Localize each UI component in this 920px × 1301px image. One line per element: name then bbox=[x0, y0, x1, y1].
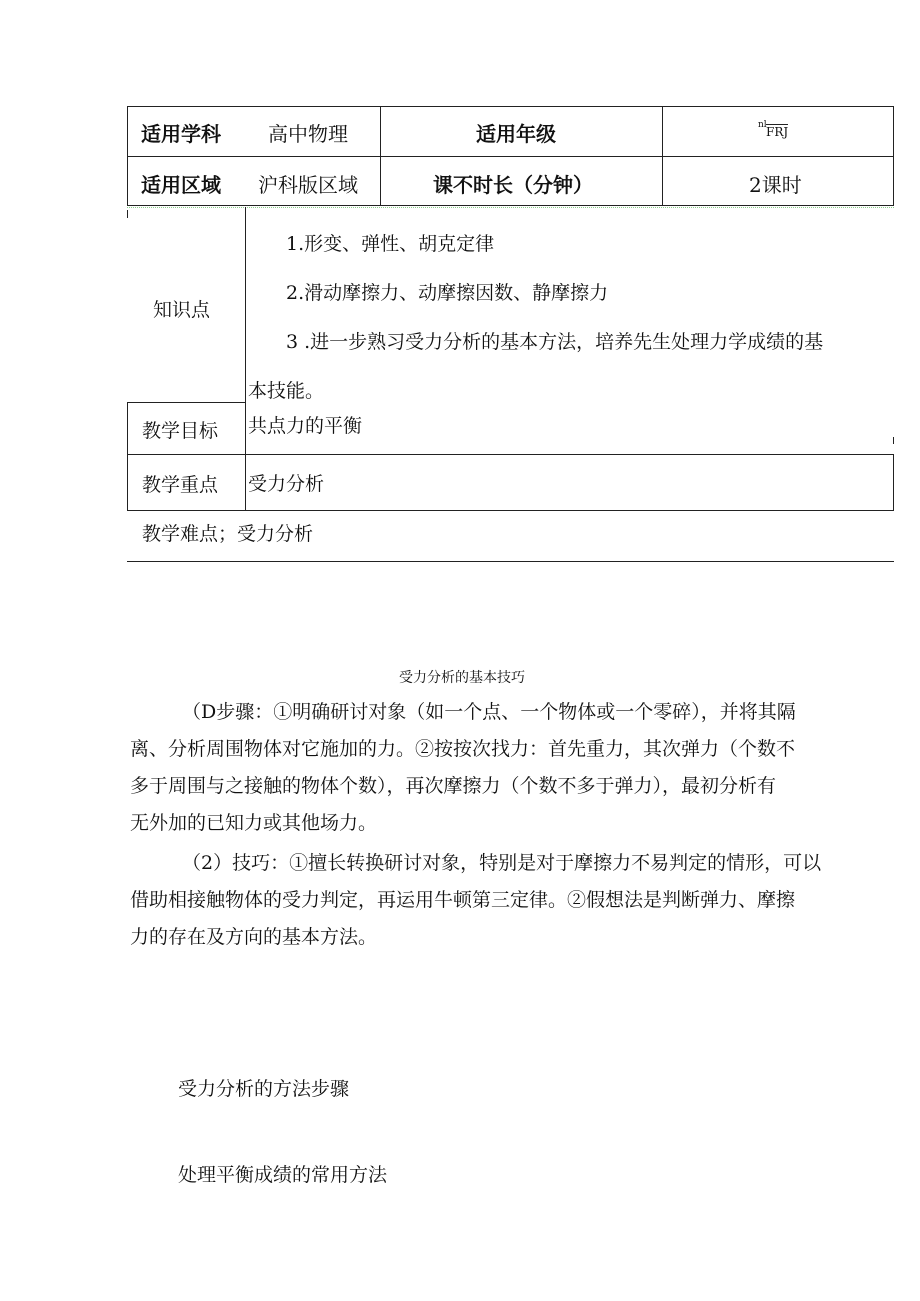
knowledge-item: 3 .进一步熟习受力分析的基本方法，培养先生处理力学成绩的基 bbox=[286, 331, 824, 353]
table-right-border bbox=[893, 437, 894, 444]
table-row-divider bbox=[127, 510, 894, 511]
table-row-divider bbox=[127, 402, 245, 403]
goal-value: 共点力的平衡 bbox=[248, 415, 363, 437]
paragraph-line: 多于周围与之接触的物体个数），再次摩擦力（个数不多于弹力），最初分析有 bbox=[130, 775, 777, 797]
paragraph-line: 力的存在及方向的基本方法。 bbox=[130, 926, 378, 948]
knowledge-label: 知识点 bbox=[153, 299, 211, 321]
table-col-divider bbox=[662, 106, 663, 206]
region-label: 适用区域 bbox=[141, 173, 221, 197]
paragraph-line: （D步骤：①明确研讨对象（如一个点、一个物体或一个零碎），并将其隔 bbox=[182, 701, 796, 723]
difficulty-text: 教学难点；受力分析 bbox=[142, 523, 314, 545]
grade-value-mark: nl bbox=[758, 120, 767, 130]
duration-label: 课不时长（分钟） bbox=[433, 173, 593, 197]
table-right-border bbox=[893, 106, 894, 206]
table-right-border bbox=[893, 454, 894, 510]
knowledge-item: 1.形变、弹性、胡克定律 bbox=[286, 233, 495, 255]
section-title: 受力分析的基本技巧 bbox=[399, 670, 525, 686]
paragraph-line: 离、分析周围物体对它施加的力。②按按次找力：首先重力，其次弹力（个数不 bbox=[130, 738, 796, 760]
subject-label: 适用学科 bbox=[141, 122, 221, 146]
table-left-border bbox=[127, 402, 128, 510]
table-row-divider-green bbox=[127, 207, 894, 208]
table-bottom-border bbox=[127, 561, 894, 562]
table-row-divider bbox=[127, 205, 894, 206]
region-value: 沪科版区域 bbox=[258, 173, 358, 197]
duration-value: 2课时 bbox=[749, 173, 802, 197]
focus-value: 受力分析 bbox=[248, 473, 325, 495]
table-left-border bbox=[127, 106, 128, 206]
knowledge-item: 本技能。 bbox=[248, 380, 325, 402]
table-top-border bbox=[127, 106, 894, 107]
knowledge-item: 2.滑动摩擦力、动摩擦因数、静摩擦力 bbox=[286, 282, 609, 304]
heading-method-steps: 受力分析的方法步骤 bbox=[178, 1078, 350, 1100]
grade-value: FRJ bbox=[766, 125, 789, 139]
heading-balance-methods: 处理平衡成绩的常用方法 bbox=[178, 1164, 388, 1186]
table-label-divider bbox=[245, 207, 246, 510]
goal-label: 教学目标 bbox=[142, 420, 219, 442]
table-row-divider bbox=[127, 454, 894, 455]
table-row-divider bbox=[127, 156, 894, 157]
table-col-divider bbox=[380, 106, 381, 206]
grade-label: 适用年级 bbox=[476, 122, 556, 146]
paragraph-line: （2）技巧：①擅长转换研讨对象，特别是对于摩擦力不易判定的情形，可以 bbox=[182, 852, 822, 874]
subject-value: 高中物理 bbox=[268, 122, 348, 146]
paragraph-line: 借助相接触物体的受力判定，再运用牛顿第三定律。②假想法是判断弹力、摩擦 bbox=[130, 889, 796, 911]
table-left-border bbox=[127, 210, 128, 218]
focus-label: 教学重点 bbox=[142, 474, 219, 496]
paragraph-line: 无外加的已知力或其他场力。 bbox=[130, 812, 378, 834]
